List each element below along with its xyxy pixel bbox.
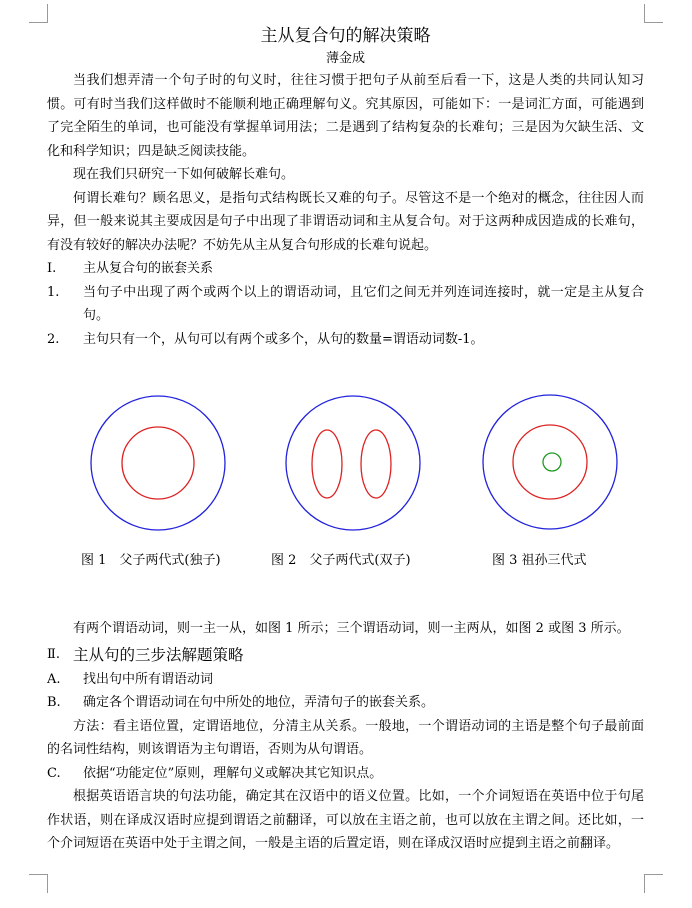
- definition-paragraph: 何谓长难句？顾名思义，是指句式结构既长又难的句子。尽管这不是一个绝对的概念，往往因人而异，但一般来说其主要成因是句子中出现了非谓语动词和主从复合句。对于这两种成因造成的长难句，有没有较好的解决办法呢？不妨先从主从复合句形成的长难句说起。: [47, 190, 644, 253]
- list-item-number: B.: [47, 695, 61, 710]
- intro-paragraph: 当我们想弄清一个句子时的句义时，往往习惯于把句子从前至后看一下，这是人类的共同认知习惯。可有时当我们这样做时不能顺利地正确理解句义。究其原因，可能如下：一是词汇方面，可能遇到了完全陌生的单词，也可能没有掌握单词用法；二是遇到了结构复杂的长难句；三是因为欠缺生活、文化和科学知识；四是缺乏阅读技能。: [47, 73, 644, 159]
- list-item-number: 1.: [47, 284, 60, 300]
- figure-1-caption: 图 1 父子两代式(独子): [81, 553, 221, 568]
- method-paragraph: 方法：看主语位置，定谓语地位，分清主从关系。一般地，一个谓语动词的主语是整个句子最前面的名词性结构，则该谓语为主句谓语，否则为从句谓语。: [47, 718, 644, 757]
- crop-mark-top-left: [29, 4, 48, 23]
- list-item-number: 2.: [47, 331, 60, 347]
- section1-heading: [47, 257, 644, 281]
- final-paragraph: 根据英语语言块的句法功能，确定其在汉语中的语义位置。比如，一个介词短语在英语中位于句尾作状语，则在译成汉语时应提到谓语之前翻译，可以放在主语之前，也可以放在主谓之间。还比如，一个介词短语在英语中处于主谓之间，一般是主语的后置定语，则在译成汉语时应提到主语之前翻译。: [47, 789, 644, 851]
- figure-3-nested-clause-circle: [543, 453, 561, 471]
- list-item: [47, 281, 644, 328]
- list-item-text: 依据“功能定位”原则，理解句义或解决其它知识点。: [83, 765, 383, 781]
- figure-3-main-clause-circle: [483, 395, 617, 529]
- figure-2-diagram: [286, 396, 420, 530]
- figure-3-caption: 图 3 祖孙三代式: [492, 553, 587, 568]
- figure-2-caption: 图 2 父子两代式(双子): [271, 553, 411, 568]
- nesting-diagrams: [47, 355, 644, 617]
- figure-1-main-clause-circle: [91, 396, 225, 530]
- list-item: [47, 762, 644, 786]
- list-item: [47, 691, 644, 715]
- list-item: [47, 328, 644, 352]
- figure-3-diagram: [483, 395, 617, 529]
- section1-title: 主从复合句的嵌套关系: [83, 261, 214, 276]
- section2-number: Ⅱ.: [47, 646, 60, 662]
- list-item-text: 找出句中所有谓语动词: [83, 671, 214, 687]
- figure-1-diagram: [91, 396, 225, 530]
- list-item-number: C.: [47, 765, 61, 781]
- document-body: [47, 24, 644, 856]
- list-item-text: 主句只有一个，从句可以有两个或多个，从句的数量=谓语动词数-1。: [83, 331, 484, 347]
- page-title: 主从复合句的解决策略: [260, 26, 431, 46]
- list-item: [47, 668, 644, 692]
- diagram-canvas: [47, 355, 644, 545]
- crop-mark-bottom-right: [644, 874, 663, 893]
- crop-mark-top-right: [644, 4, 663, 23]
- figure-2-main-clause-circle: [286, 396, 420, 530]
- list-item-text: 确定各个谓语动词在句中所处的地位，弄清句子的嵌套关系。: [83, 695, 435, 710]
- figure-1-sub-clause-circle: [122, 427, 194, 499]
- section2-title: 主从句的三步法解题策略: [73, 645, 244, 664]
- figure-2-sub-clause-left: [312, 430, 342, 498]
- figure-2-sub-clause-right: [361, 430, 391, 498]
- crop-mark-bottom-left: [29, 874, 48, 893]
- author-name: 薄金成: [325, 51, 365, 66]
- figure-explanation-paragraph: 有两个谓语动词，则一主一从，如图 1 所示；三个谓语动词，则一主两从，如图 2 或图 3 所示。: [73, 621, 630, 636]
- figure-3-sub-clause-circle: [513, 425, 587, 499]
- section2-heading: [47, 642, 644, 668]
- focus-paragraph: 现在我们只研究一下如何破解长难句。: [73, 167, 295, 182]
- section1-number: Ⅰ.: [47, 261, 57, 276]
- list-item-number: A.: [47, 671, 61, 687]
- list-item-text: 当句子中出现了两个或两个以上的谓语动词，且它们之间无并列连词连接时，就一定是主从复合句。: [83, 284, 644, 323]
